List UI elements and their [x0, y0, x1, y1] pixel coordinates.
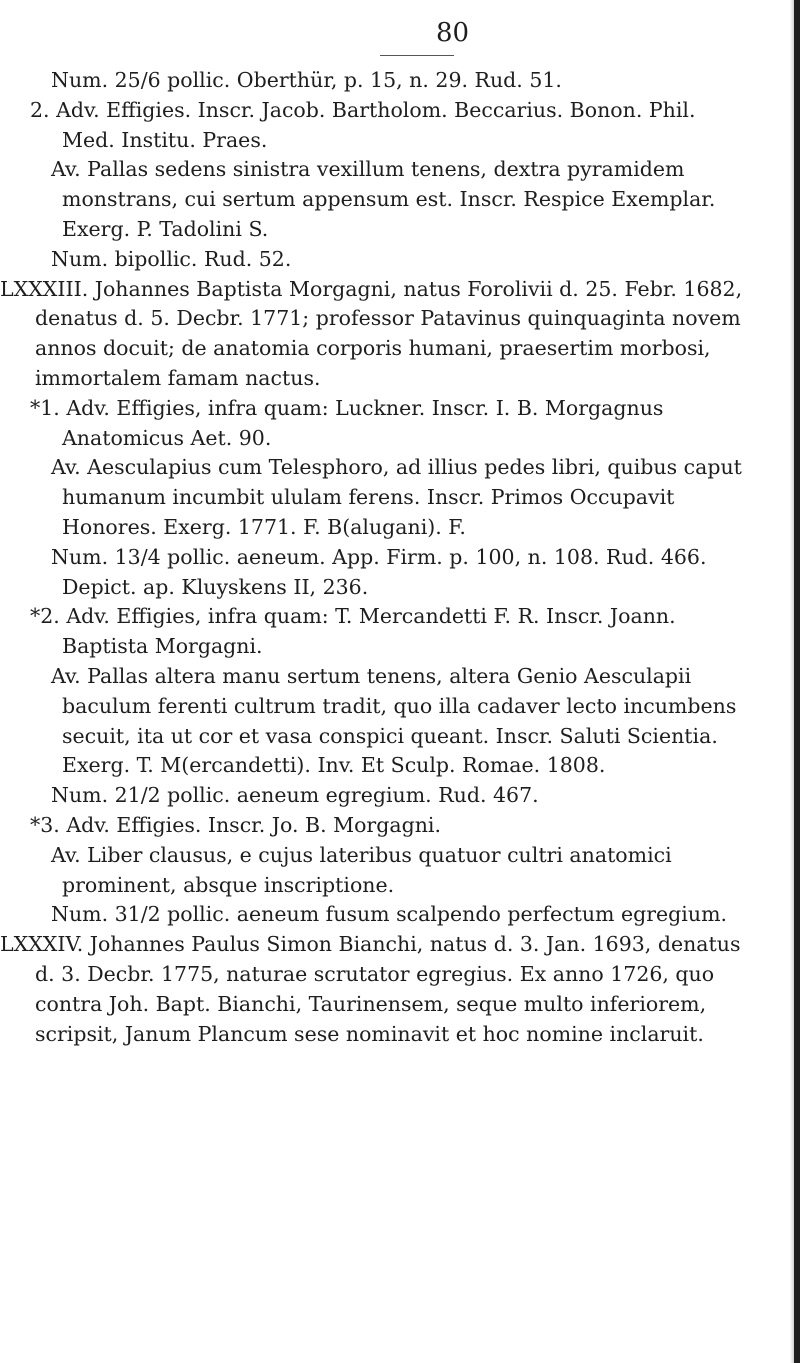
paragraph: Num. bipollic. Rud. 52.	[51, 246, 292, 271]
page-edge	[794, 0, 800, 1363]
section-heading-paragraph: LXXXIV. Johannes Paulus Simon Bianchi, natus d. 3. Jan. 1693, denatus d. 3. Decbr. 1775, naturae scrutator egregius. Ex anno 1726, quo contra Joh. Bapt. Bianchi, Taurinensem, seque multo inferiorem, scripsit, Janum Plancum sese nominavit et hoc nomine inclaruit.	[0, 932, 741, 1046]
paragraph: *1. Adv. Effigies, infra quam: Luckner. Inscr. I. B. Morgagnus Anatomicus Aet. 90.	[30, 395, 664, 450]
paragraph: Num. 31/2 pollic. aeneum fusum scalpendo perfectum egregium.	[51, 902, 728, 927]
paragraph: Num. 21/2 pollic. aeneum egregium. Rud. 467.	[51, 783, 539, 808]
paragraph: 2. Adv. Effigies. Inscr. Jacob. Bartholom. Beccarius. Bonon. Phil. Med. Institu. Praes.	[30, 97, 696, 152]
paragraph: Av. Aesculapius cum Telesphoro, ad illius pedes libri, quibus caput humanum incumbit ululam ferens. Inscr. Primos Occupavit Honores. Exerg. 1771. F. B(alugani). F.	[51, 455, 742, 539]
paragraph: *2. Adv. Effigies, infra quam: T. Mercandetti F. R. Inscr. Joann. Baptista Morgagni.	[30, 604, 676, 659]
paragraph: Num. 25/6 pollic. Oberthür, p. 15, n. 29. Rud. 51.	[51, 68, 562, 92]
page-number: 80	[436, 18, 470, 48]
section-heading-paragraph: LXXXIII. Johannes Baptista Morgagni, natus Forolivii d. 25. Febr. 1682, denatus d. 5. Decbr. 1771; professor Patavinus quinquaginta novem annos docuit; de anatomia corporis humani, praesertim morbosi, immortalem famam nactus.	[0, 276, 743, 390]
page-number-rule	[380, 55, 454, 56]
paragraph: *3. Adv. Effigies. Inscr. Jo. B. Morgagni.	[30, 812, 441, 837]
paragraph: Av. Pallas sedens sinistra vexillum tenens, dextra pyramidem monstrans, cui sertum appensum est. Inscr. Respice Exemplar. Exerg. P. Tadolini S.	[51, 157, 716, 241]
text-body	[0, 66, 760, 1049]
paragraph: Av. Liber clausus, e cujus lateribus quatuor cultri anatomici prominent, absque inscriptione.	[51, 842, 672, 897]
paragraph: Num. 13/4 pollic. aeneum. App. Firm. p. 100, n. 108. Rud. 466. Depict. ap. Kluyskens II, 236.	[51, 544, 707, 599]
paragraph: Av. Pallas altera manu sertum tenens, altera Genio Aesculapii baculum ferenti cultrum tradit, quo illa cadaver lecto incumbens secuit, ita ut cor et vasa conspici queant. Inscr. Saluti Scientia. Exerg. T. M(ercandetti). Inv. Et Sculp. Romae. 1808.	[51, 663, 737, 778]
